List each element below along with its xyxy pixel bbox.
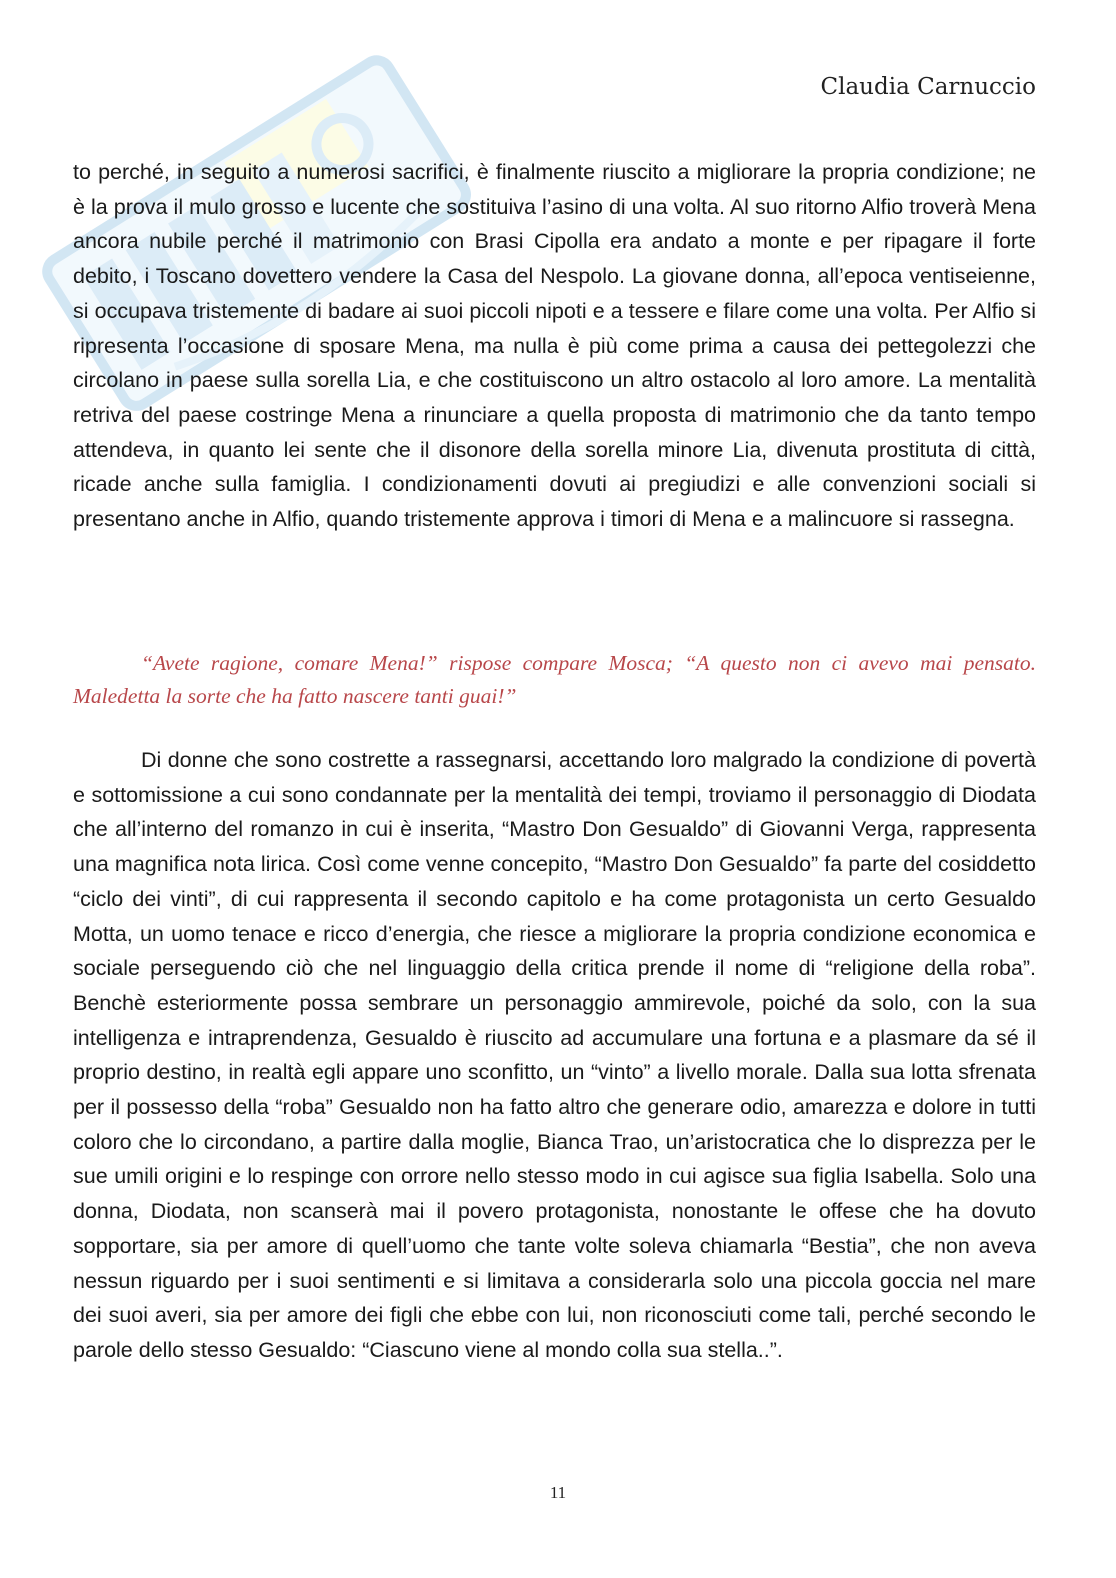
body-paragraph-2: Di donne che sono costrette a rassegnarsi, accettando loro malgrado la condizione di povertà e sottomissione a cui sono condannate per la mentalità dei tempi, troviamo il personaggio di Diodata che all’interno del romanzo in cui è inserita, “Mastro Don Gesualdo” di Giovanni Verga, rappresenta una magnifica nota lirica. Così come venne concepito, “Mastro Don Gesualdo” fa parte del cosiddetto “ciclo dei vinti”, di cui rappresenta il secondo capitolo e ha come protagonista un certo Gesualdo Motta, un uomo tenace e ricco d’energia, che riesce a migliorare la propria condizione economica e sociale perseguendo ciò che nel linguaggio della critica prende il nome di “religione della roba”. Benchè esteriormente possa sembrare un personaggio ammirevole, poiché da solo, con la sua intelligenza e intraprendenza, Gesualdo è riuscito ad accumulare una fortuna e a plasmare da sé il proprio destino, in realtà egli appare uno sconfitto, un “vinto” a livello morale. Dalla sua lotta sfrenata per il possesso della “roba” Gesualdo non ha fatto altro che generare odio, amarezza e dolore in tutti coloro che lo circondano, a partire dalla moglie, Bianca Trao, un’aristocratica che lo disprezza per le sue umili origini e lo respinge con orrore nello stesso modo in cui agisce sua figlia Isabella. Solo una donna, Diodata, non scanserà mai il povero protagonista, nonostante le offese che ha dovuto sopportare, sia per amore di quell’uomo che tante volte soleva chiamarla “Bestia”, che non aveva nessun riguardo per i suoi sentimenti e si limitava a considerarla solo una piccola goccia nel mare dei suoi averi, sia per amore dei figli che ebbe con lui, non riconosciuti come tali, perché secondo le parole dello stesso Gesualdo: “Ciascuno viene al mondo colla sua stella..”.	[73, 748, 1036, 1362]
running-header-author: Claudia Carnuccio	[820, 74, 1036, 100]
body-paragraph-1: to perché, in seguito a numerosi sacrifici, è finalmente riuscito a migliorare la propria condizione; ne è la prova il mulo grosso e lucente che sostituiva l’asino di una volta. Al suo ritorno Alfio troverà Mena ancora nubile perché il matrimonio con Brasi Cipolla era andato a monte e per ripagare il forte debito, i Toscano dovettero vendere la Casa del Nespolo. La giovane donna, all’epoca ventiseienne, si occupava tristemente di badare ai suoi piccoli nipoti e a tessere e filare come una volta. Per Alfio si ripresenta l’occasione di sposare Mena, ma nulla è più come prima a causa dei pettegolezzi che circolano in paese sulla sorella Lia, e che costituiscono un altro ostacolo al loro amore. La mentalità retriva del paese costringe Mena a rinunciare a quella proposta di matrimonio che da tanto tempo attendeva, in quanto lei sente che il disonore della sorella minore Lia, divenuta prostituta di città, ricade anche sulla famiglia. I condizionamenti dovuti ai pregiudizi e alle convenzioni sociali si presentano anche in Alfio, quando tristemente approva i timori di Mena e a malincuore si rassegna.	[73, 160, 1036, 532]
block-quote: “Avete ragione, comare Mena!” rispose compare Mosca; “A questo non ci avevo mai pensato. Maledetta la sorte che ha fatto nascere tanti guai!”	[73, 651, 1036, 708]
page-number: 11	[549, 1483, 567, 1502]
